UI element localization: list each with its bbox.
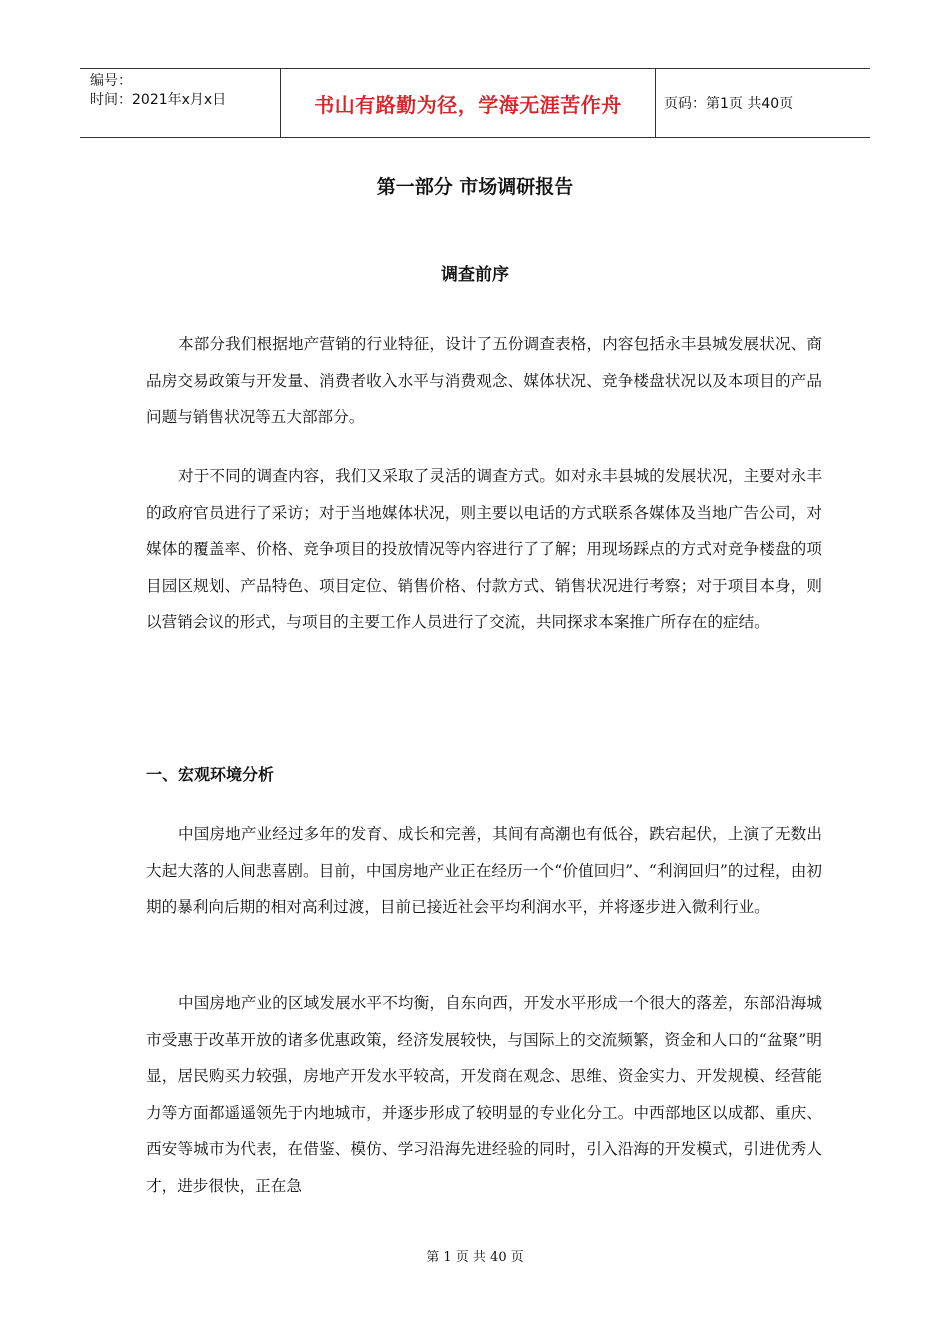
header-meta-cell [80, 69, 281, 137]
header-table [80, 68, 870, 138]
header-page-info: 页码：第1页 共40页 [664, 96, 794, 112]
section-heading: 一、宏观环境分析 [146, 765, 275, 784]
header-motto: 书山有路勤为径，学海无涯苦作舟 [314, 92, 622, 117]
preface-title: 调查前序 [441, 265, 509, 285]
paragraph-1: 本部分我们根据地产营销的行业特征，设计了五份调查表格，内容包括永丰县城发展状况、商品房交易政策与开发量、消费者收入水平与消费观念、媒体状况、竞争楼盘状况以及本项目的产品问题与销售状况等五大部部分。 [146, 335, 822, 426]
part-title: 第一部分 市场调研报告 [376, 176, 574, 198]
header-page-cell [656, 69, 870, 137]
document-time-label: 时间：2021年x月x日 [90, 92, 227, 108]
paragraph-4: 中国房地产业的区域发展水平不均衡，自东向西，开发水平形成一个很大的落差，东部沿海城市受惠于改革开放的诸多优惠政策，经济发展较快，与国际上的交流频繁，资金和人口的“盆聚”明显，居民购买力较强，房地产开发水平较高，开发商在观念、思维、资金实力、开发规模、经营能力等方面都遥遥领先于内地城市，并逐步形成了较明显的专业化分工。中西部地区以成都、重庆、西安等城市为代表，在借鉴、模仿、学习沿海先进经验的同时，引入沿海的开发模式，引进优秀人才，进步很快，正在急 [146, 994, 822, 1195]
header-motto-cell [281, 69, 656, 137]
paragraph-3: 中国房地产业经过多年的发育、成长和完善，其间有高潮也有低谷，跌宕起伏，上演了无数出大起大落的人间悲喜剧。目前，中国房地产业正在经历一个“价值回归”、“利润回归”的过程，由初期的暴利向后期的相对高利过渡，目前已接近社会平均利润水平，并将逐步进入微利行业。 [146, 825, 822, 916]
page-footer: 第 1 页 共 40 页 [426, 1250, 524, 1265]
paragraph-2: 对于不同的调查内容，我们又采取了灵活的调查方式。如对永丰县城的发展状况，主要对永丰的政府官员进行了采访；对于当地媒体状况，则主要以电话的方式联系各媒体及当地广告公司，对媒体的覆盖率、价格、竞争项目的投放情况等内容进行了了解；用现场踩点的方式对竞争楼盘的项目园区规划、产品特色、项目定位、销售价格、付款方式、销售状况进行考察；对于项目本身，则以营销会议的形式，与项目的主要工作人员进行了交流，共同探求本案推广所存在的症结。 [146, 467, 822, 631]
document-number-label: 编号： [90, 73, 132, 89]
